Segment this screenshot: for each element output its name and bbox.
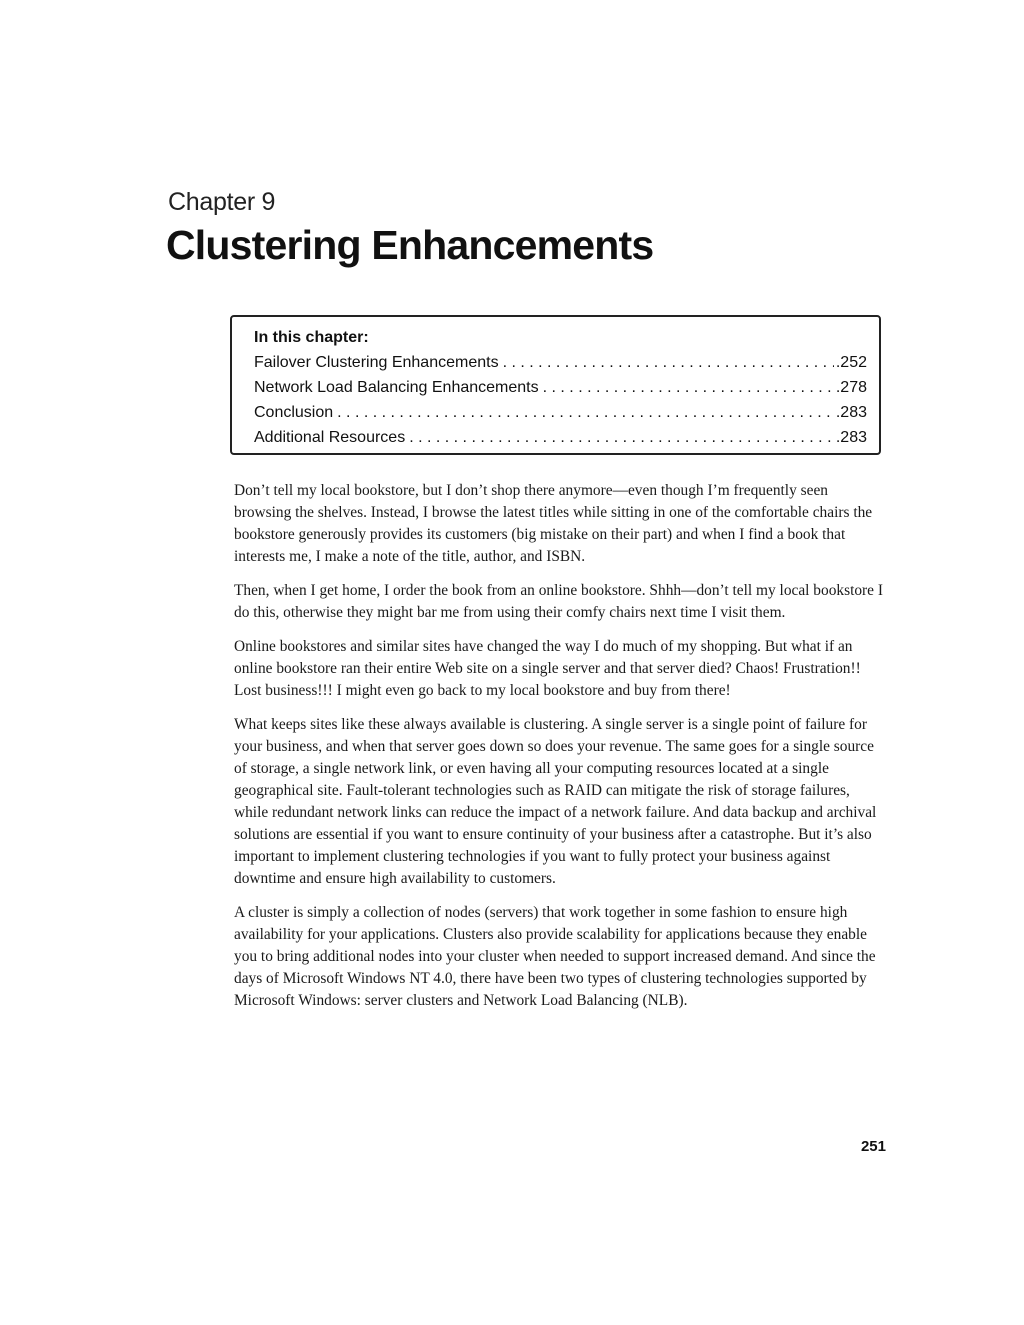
toc-entry-page: .252 (835, 354, 867, 371)
toc-entry-title: Failover Clustering Enhancements (254, 354, 499, 371)
paragraph: A cluster is simply a collection of nodes (servers) that work together in some fashion to ensure high availability for your applications. Clusters also provide scalability for applications because they enable you to bring additional nodes into your cluster when needed to support increased demand. And since the days of Microsoft Windows NT 4.0, there have been two types of clustering technologies supported by Microsoft Windows: server clusters and Network Load Balancing (NLB). (234, 904, 876, 1009)
toc-entry (254, 350, 867, 375)
page-number: 251 (860, 1138, 886, 1155)
toc-entry-page: .278 (835, 379, 867, 396)
toc-entry (254, 400, 867, 425)
body-text (234, 480, 886, 1024)
toc-heading: In this chapter: (254, 329, 369, 346)
paragraph: Don’t tell my local bookstore, but I don’t shop there anymore—even though I’m frequently seen browsing the shelves. Instead, I browse the latest titles while sitting in one of the comfortable chairs the bookstore generously provides its customers (big mistake on their part) and when I find a book that interests me, I make a note of the title, author, and ISBN. (234, 482, 873, 565)
toc-dot-leader (543, 375, 834, 400)
toc-entry-page: .283 (835, 404, 867, 421)
toc-entry (254, 375, 867, 400)
paragraph: Online bookstores and similar sites have changed the way I do much of my shopping. But what if an online bookstore ran their entire Web site on a single server and that server died? Chaos! Frustration!! Lost business!!! I might even go back to my local bookstore and buy from there! (234, 638, 861, 699)
chapter-label: Chapter 9 (168, 188, 276, 216)
paragraph: What keeps sites like these always available is clustering. A single server is a single point of failure for your business, and when that server goes down so does your revenue. The same goes for a single source of storage, a single network link, or even having all your computing resources located at a single geographical site. Fault-tolerant technologies such as RAID can mitigate the risk of storage failures, while redundant network links can reduce the impact of a network failure. And data backup and archival solutions are essential if you want to ensure continuity of your business after a catastrophe. But it’s also important to implement clustering technologies if you want to fully protect your business against downtime and ensure high availability to customers. (234, 716, 877, 887)
toc-dot-leader (409, 425, 834, 450)
chapter-title: Clustering Enhancements (166, 222, 654, 268)
toc-entry-page: .283 (835, 429, 867, 446)
chapter-contents-box (230, 315, 881, 455)
toc-entry (254, 425, 867, 450)
toc-entry-title: Network Load Balancing Enhancements (254, 379, 539, 396)
toc-dot-leader (503, 350, 834, 375)
toc-entry-title: Additional Resources (254, 429, 406, 446)
paragraph: Then, when I get home, I order the book from an online bookstore. Shhh—don’t tell my local bookstore I do this, otherwise they might bar me from using their comfy chairs next time I visit them. (234, 582, 883, 621)
toc-entry-title: Conclusion (254, 404, 334, 421)
toc-dot-leader (337, 400, 834, 425)
